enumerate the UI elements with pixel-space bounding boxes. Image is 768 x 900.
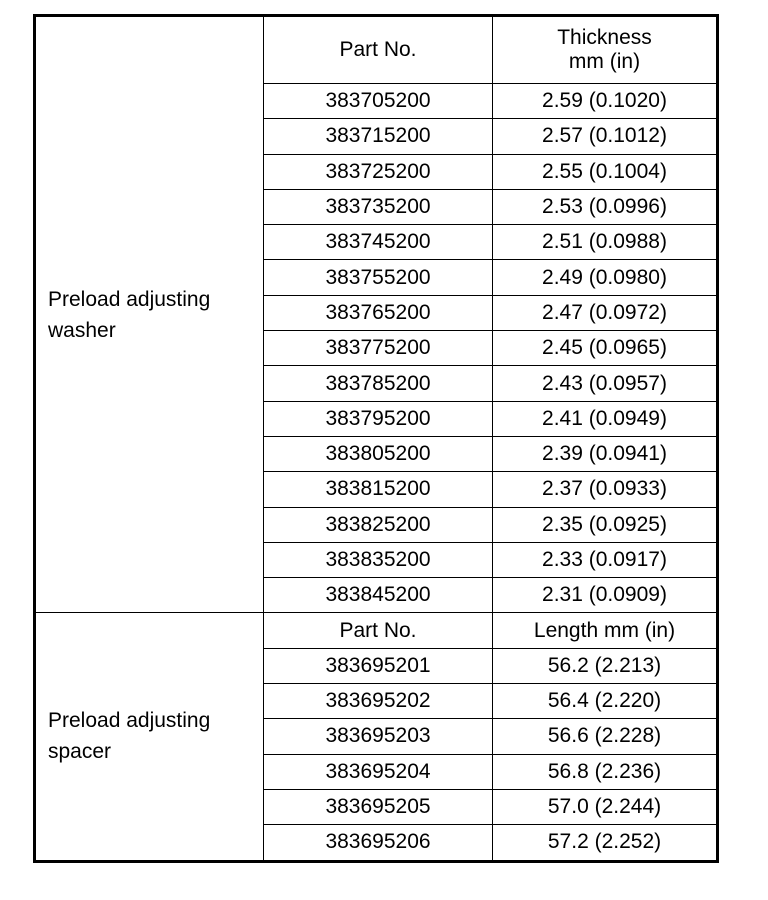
length-value: 57.2 (2.252) [493, 825, 718, 861]
part-number: 383825200 [264, 507, 493, 542]
part-number: 383755200 [264, 260, 493, 295]
spacer-group-label [35, 613, 264, 861]
thickness-value: 2.57 (0.1012) [493, 119, 718, 154]
washer-header-row [35, 16, 718, 84]
part-number: 383805200 [264, 436, 493, 471]
thickness-value: 2.43 (0.0957) [493, 366, 718, 401]
preload-spec-table [33, 14, 719, 863]
part-number: 383695206 [264, 825, 493, 861]
spec-table-body [35, 16, 718, 862]
length-value: 57.0 (2.244) [493, 789, 718, 824]
part-number: 383695204 [264, 754, 493, 789]
thickness-value: 2.33 (0.0917) [493, 542, 718, 577]
part-number: 383785200 [264, 366, 493, 401]
length-value: 56.4 (2.220) [493, 684, 718, 719]
part-number: 383845200 [264, 578, 493, 613]
thickness-value: 2.39 (0.0941) [493, 436, 718, 471]
spacer-label-line2: spacer [48, 740, 112, 764]
part-number: 383705200 [264, 84, 493, 119]
part-number: 383695203 [264, 719, 493, 754]
washer-label-line2: washer [48, 318, 116, 342]
part-number: 383725200 [264, 154, 493, 189]
spacer-label-line1: Preload adjusting [48, 709, 211, 733]
part-number: 383765200 [264, 295, 493, 330]
length-value: 56.2 (2.213) [493, 648, 718, 683]
thickness-value: 2.49 (0.0980) [493, 260, 718, 295]
washer-part-header: Part No. [264, 16, 493, 84]
part-number: 383835200 [264, 542, 493, 577]
thickness-header-line1: Thickness [557, 26, 652, 49]
thickness-value: 2.35 (0.0925) [493, 507, 718, 542]
part-number: 383815200 [264, 472, 493, 507]
thickness-value: 2.55 (0.1004) [493, 154, 718, 189]
washer-label-line1: Preload adjusting [48, 287, 211, 311]
part-number: 383745200 [264, 225, 493, 260]
thickness-value: 2.47 (0.0972) [493, 295, 718, 330]
thickness-value: 2.59 (0.1020) [493, 84, 718, 119]
part-number: 383695205 [264, 789, 493, 824]
washer-group-label [35, 16, 264, 613]
length-value: 56.8 (2.236) [493, 754, 718, 789]
length-value: 56.6 (2.228) [493, 719, 718, 754]
thickness-value: 2.45 (0.0965) [493, 331, 718, 366]
thickness-value: 2.51 (0.0988) [493, 225, 718, 260]
washer-thickness-header [493, 16, 718, 84]
thickness-value: 2.31 (0.0909) [493, 578, 718, 613]
part-number: 383735200 [264, 189, 493, 224]
part-number: 383795200 [264, 401, 493, 436]
thickness-value: 2.37 (0.0933) [493, 472, 718, 507]
part-number: 383695202 [264, 684, 493, 719]
spacer-header-row [35, 613, 718, 648]
thickness-header-line2: mm (in) [568, 50, 641, 73]
thickness-value: 2.41 (0.0949) [493, 401, 718, 436]
thickness-value: 2.53 (0.0996) [493, 189, 718, 224]
spacer-length-header: Length mm (in) [493, 613, 718, 648]
part-number: 383715200 [264, 119, 493, 154]
part-number: 383695201 [264, 648, 493, 683]
part-number: 383775200 [264, 331, 493, 366]
spacer-part-header: Part No. [264, 613, 493, 648]
